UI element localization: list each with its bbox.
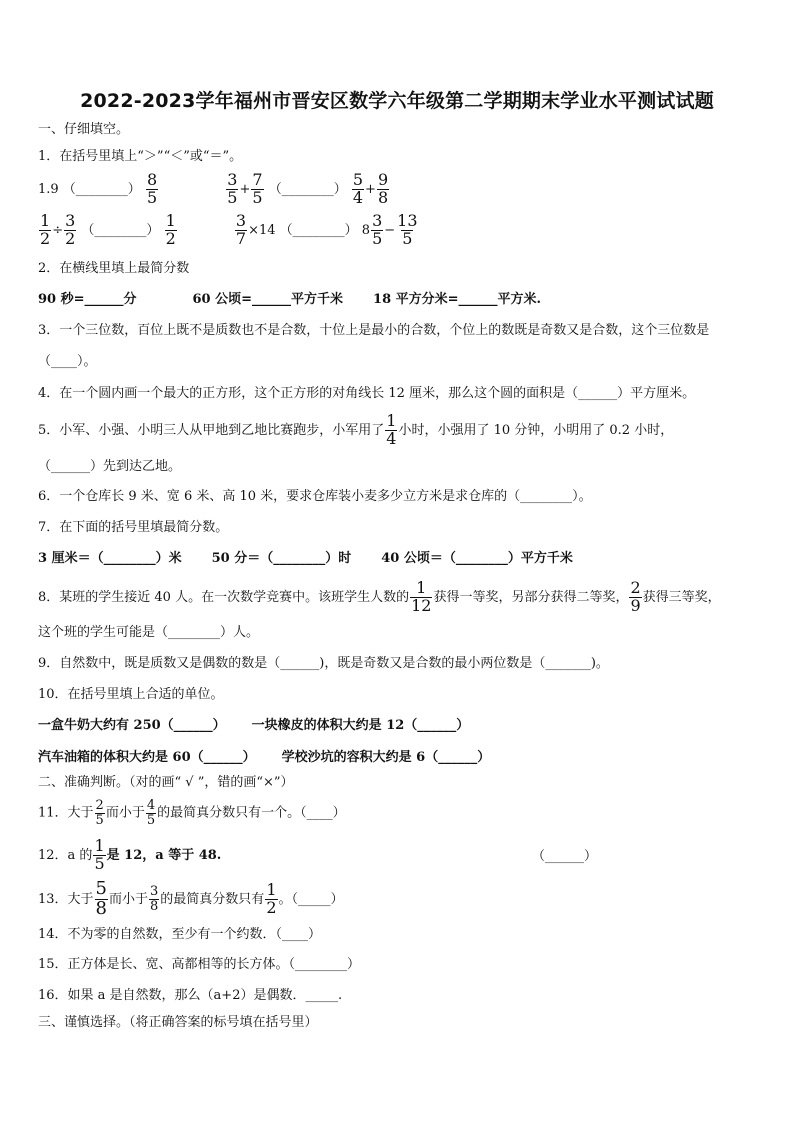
question-1: 1．在括号里填上“＞”“＜”或“＝”。 xyxy=(38,149,243,164)
question-7-items: 3 厘米＝（________）米 50 分＝（________）时 40 公顷＝（________）平方千米 xyxy=(38,551,573,566)
question-4: 4．在一个圆内画一个最大的正方形，这个正方形的对角线长 12 厘米，那么这个圆的面积是（______）平方厘米。 xyxy=(38,386,696,401)
question-14: 14．不为零的自然数，至少有一个约数．（____） xyxy=(38,927,322,942)
question-11: 11．大于 $\frac{2}{5}$ 而小于 $\frac{4}{5}$ 的最简真分数只有一个。（____） xyxy=(38,798,346,828)
question-2: 2．在横线里填上最简分数 xyxy=(38,261,190,276)
q1-a-lhs: 1.9 （________） xyxy=(38,181,141,197)
q1-b: $\frac{3}{5}$ + $\frac{7}{5}$ （________） $\frac{5}{4}$ + $\frac{9}{8}$ xyxy=(227,170,389,207)
question-15: 15．正方体是长、宽、高都相等的长方体。（________） xyxy=(38,957,361,972)
question-8-line-2: 这个班的学生可能是（________）人。 xyxy=(38,625,260,640)
fraction: $\frac{8}{5}$ xyxy=(146,170,158,207)
question-6: 6．一个仓库长 9 米、宽 6 米、高 10 米，要求仓库装小麦多少立方米是求仓库的（________）。 xyxy=(38,489,592,504)
question-7: 7．在下面的括号里填最简分数。 xyxy=(38,520,229,535)
question-16: 16．如果 a 是自然数，那么（a+2）是偶数．_____. xyxy=(38,988,343,1003)
question-10: 10．在括号里填上合适的单位。 xyxy=(38,687,224,702)
question-3-line-2: （____）。 xyxy=(38,354,97,369)
question-12: 12．a 的 $\frac{1}{5}$ 是 12，a 等于 48. （______） xyxy=(38,836,598,873)
question-1-row-2: $\frac{1}{2}$ ÷ $\frac{3}{2}$ （________） $\frac{1}{2}$ $\frac{3}{7}$ ×14 （________） 8 $\frac{3}{5}$ − $\frac{13}{5}$ xyxy=(40,211,418,248)
question-5-line-2: （______）先到达乙地。 xyxy=(38,459,182,474)
q1-d: $\frac{3}{7}$ ×14 （________） 8 $\frac{3}{5}$ − $\frac{13}{5}$ xyxy=(235,211,418,248)
question-5: 5．小军、小强、小明三人从甲地到乙地比赛跑步，小军用了 $\frac{1}{4}$ 小时，小强用了 10 分钟，小明用了 0.2 小时， xyxy=(38,411,674,448)
question-10-row-2: 汽车油箱的体积大约是 60（______） 学校沙坑的容积大约是 6（______） xyxy=(38,750,491,765)
section-2-heading: 二、准确判断。（对的画“ √ ”，错的画“×”） xyxy=(38,775,294,790)
question-10-row-1: 一盒牛奶大约有 250（______） 一块橡皮的体积大约是 12（______） xyxy=(38,718,470,733)
section-3-heading: 三、谨慎选择。（将正确答案的标号填在括号里） xyxy=(38,1015,318,1030)
question-3: 3．一个三位数，百位上既不是质数也不是合数，十位上是最小的合数，个位上的数既是奇数又是合数，这个三位数是 xyxy=(38,323,710,338)
question-8: 8．某班的学生接近 40 人。在一次数学竞赛中。该班学生人数的 $\frac{1}{12}$ 获得一等奖，另部分获得二等奖， $\frac{2}{9}$ 获得三等奖， xyxy=(38,578,721,615)
question-13: 13．大于 $\frac{5}{8}$ 而小于 $\frac{3}{8}$ 的最简真分数只有 $\frac{1}{2}$ 。（_____） xyxy=(38,878,344,919)
question-1-row-1 xyxy=(38,172,390,207)
section-1-heading: 一、仔细填空。 xyxy=(38,122,130,137)
page-title: 2022-2023学年福州市晋安区数学六年级第二学期期末学业水平测试试题 xyxy=(80,90,714,112)
question-2-items: 90 秒=______分 60 公顷=______平方千米 18 平方分米=______平方米. xyxy=(38,292,542,307)
question-9: 9．自然数中，既是质数又是偶数的数是（______)，既是奇数又是合数的最小两位数是（_______)。 xyxy=(38,656,609,671)
